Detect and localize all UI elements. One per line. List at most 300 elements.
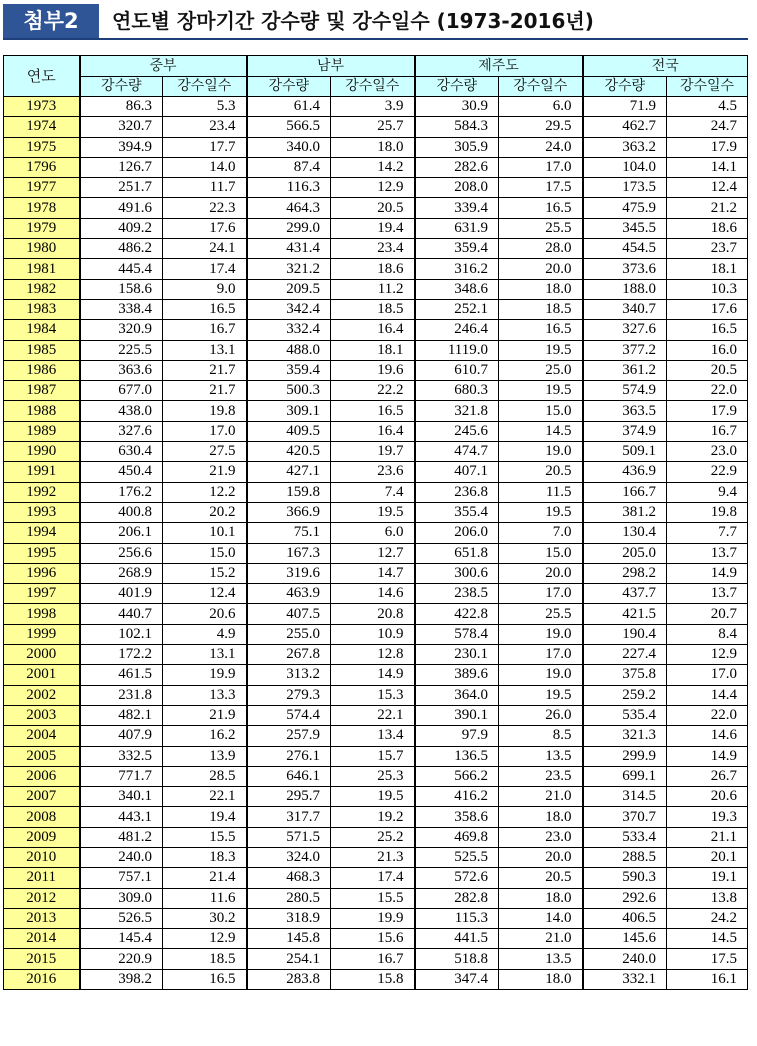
rainfall-cell: 206.0	[415, 523, 499, 543]
rainfall-cell: 136.5	[415, 746, 499, 766]
year-cell: 2016	[4, 969, 80, 989]
rain-days-cell: 13.8	[667, 888, 748, 908]
rain-days-cell: 14.6	[331, 584, 415, 604]
rainfall-cell: 630.4	[80, 442, 163, 462]
rain-days-cell: 18.5	[499, 299, 583, 319]
rain-days-cell: 14.4	[667, 685, 748, 705]
rain-days-cell: 16.5	[499, 320, 583, 340]
year-cell: 1977	[4, 178, 80, 198]
rainfall-cell: 390.1	[415, 705, 499, 725]
rainfall-cell: 677.0	[80, 381, 163, 401]
rain-days-cell: 22.3	[163, 198, 247, 218]
table-row	[4, 157, 748, 177]
rain-days-cell: 12.4	[667, 178, 748, 198]
rainfall-cell: 314.5	[583, 787, 667, 807]
rain-days-cell: 21.9	[163, 705, 247, 725]
rain-days-cell: 17.0	[499, 157, 583, 177]
rain-days-cell: 19.5	[331, 502, 415, 522]
rainfall-cell: 364.0	[415, 685, 499, 705]
table-row	[4, 949, 748, 969]
rainfall-cell: 313.2	[247, 665, 331, 685]
rain-days-cell: 19.5	[499, 340, 583, 360]
rain-days-cell: 28.0	[499, 239, 583, 259]
year-cell: 1992	[4, 482, 80, 502]
rain-days-cell: 9.0	[163, 279, 247, 299]
rain-days-cell: 17.0	[163, 421, 247, 441]
rainfall-cell: 254.1	[247, 949, 331, 969]
table-row	[4, 340, 748, 360]
year-cell: 1796	[4, 157, 80, 177]
rainfall-cell: 252.1	[415, 299, 499, 319]
year-cell: 1983	[4, 299, 80, 319]
rain-days-cell: 19.8	[667, 502, 748, 522]
rainfall-cell: 445.4	[80, 259, 163, 279]
rainfall-cell: 631.9	[415, 218, 499, 238]
rain-days-cell: 18.5	[163, 949, 247, 969]
rain-days-cell: 26.0	[499, 705, 583, 725]
rainfall-cell: 474.7	[415, 442, 499, 462]
rain-days-cell: 14.5	[667, 929, 748, 949]
col-header-rainfall: 강수량	[583, 77, 667, 97]
rain-days-cell: 17.5	[499, 178, 583, 198]
rainfall-cell: 441.5	[415, 929, 499, 949]
rainfall-cell: 475.9	[583, 198, 667, 218]
rainfall-cell: 359.4	[415, 239, 499, 259]
rainfall-cell: 377.2	[583, 340, 667, 360]
year-cell: 1979	[4, 218, 80, 238]
rain-days-cell: 19.0	[499, 624, 583, 644]
rain-days-cell: 20.0	[499, 847, 583, 867]
rain-days-cell: 22.0	[667, 381, 748, 401]
rain-days-cell: 15.3	[331, 685, 415, 705]
rain-days-cell: 23.0	[667, 442, 748, 462]
rainfall-cell: 438.0	[80, 401, 163, 421]
page-title: 연도별 장마기간 강수량 및 강수일수 (1973-2016년)	[112, 9, 594, 33]
rainfall-cell: 145.8	[247, 929, 331, 949]
rain-days-cell: 20.5	[667, 360, 748, 380]
rain-days-cell: 20.5	[331, 198, 415, 218]
table-row	[4, 360, 748, 380]
rainfall-cell: 176.2	[80, 482, 163, 502]
rainfall-cell: 345.5	[583, 218, 667, 238]
rainfall-cell: 535.4	[583, 705, 667, 725]
year-cell: 2001	[4, 665, 80, 685]
rainfall-cell: 319.6	[247, 563, 331, 583]
rain-days-cell: 19.5	[331, 787, 415, 807]
rainfall-cell: 316.2	[415, 259, 499, 279]
rain-days-cell: 19.9	[331, 908, 415, 928]
year-cell: 2003	[4, 705, 80, 725]
table-row	[4, 381, 748, 401]
rain-days-cell: 14.5	[499, 421, 583, 441]
region-header-jeju: 제주도	[415, 56, 583, 77]
rainfall-cell: 220.9	[80, 949, 163, 969]
rain-days-cell: 15.2	[163, 563, 247, 583]
rain-days-cell: 20.0	[499, 563, 583, 583]
rainfall-cell: 461.5	[80, 665, 163, 685]
rainfall-cell: 238.5	[415, 584, 499, 604]
rainfall-cell: 205.0	[583, 543, 667, 563]
year-cell: 2011	[4, 868, 80, 888]
col-header-rain-days: 강수일수	[163, 77, 247, 97]
rainfall-cell: 699.1	[583, 766, 667, 786]
rain-days-cell: 23.7	[667, 239, 748, 259]
year-header: 연도	[4, 56, 80, 97]
rainfall-cell: 340.0	[247, 137, 331, 157]
rain-days-cell: 7.0	[499, 523, 583, 543]
rainfall-cell: 206.1	[80, 523, 163, 543]
rainfall-cell: 398.2	[80, 969, 163, 989]
rainfall-cell: 518.8	[415, 949, 499, 969]
rain-days-cell: 10.9	[331, 624, 415, 644]
rain-days-cell: 22.9	[667, 462, 748, 482]
rain-days-cell: 17.6	[163, 218, 247, 238]
rainfall-cell: 578.4	[415, 624, 499, 644]
rainfall-cell: 348.6	[415, 279, 499, 299]
rainfall-cell: 525.5	[415, 847, 499, 867]
rain-days-cell: 18.6	[667, 218, 748, 238]
rainfall-cell: 407.1	[415, 462, 499, 482]
rainfall-cell: 102.1	[80, 624, 163, 644]
year-cell: 1999	[4, 624, 80, 644]
rain-days-cell: 4.9	[163, 624, 247, 644]
rainfall-cell: 71.9	[583, 97, 667, 117]
rainfall-cell: 363.6	[80, 360, 163, 380]
table-row	[4, 787, 748, 807]
rain-days-cell: 27.5	[163, 442, 247, 462]
rainfall-cell: 421.5	[583, 604, 667, 624]
rain-days-cell: 15.8	[331, 969, 415, 989]
year-cell: 2015	[4, 949, 80, 969]
year-cell: 2008	[4, 807, 80, 827]
rain-days-cell: 6.0	[331, 523, 415, 543]
col-header-rain-days: 강수일수	[331, 77, 415, 97]
rain-days-cell: 14.9	[331, 665, 415, 685]
rain-days-cell: 14.7	[331, 563, 415, 583]
rain-days-cell: 12.9	[163, 929, 247, 949]
rainfall-cell: 574.4	[247, 705, 331, 725]
rainfall-cell: 256.6	[80, 543, 163, 563]
rain-days-cell: 17.4	[163, 259, 247, 279]
rainfall-cell: 443.1	[80, 807, 163, 827]
rainfall-cell: 771.7	[80, 766, 163, 786]
rainfall-cell: 374.9	[583, 421, 667, 441]
rainfall-cell: 533.4	[583, 827, 667, 847]
rainfall-cell: 321.8	[415, 401, 499, 421]
rain-days-cell: 19.0	[499, 442, 583, 462]
table-row	[4, 827, 748, 847]
year-cell: 1984	[4, 320, 80, 340]
rain-days-cell: 25.3	[331, 766, 415, 786]
rain-days-cell: 14.2	[331, 157, 415, 177]
rainfall-cell: 584.3	[415, 117, 499, 137]
col-header-rain-days: 강수일수	[667, 77, 748, 97]
rainfall-cell: 373.6	[583, 259, 667, 279]
rain-days-cell: 9.4	[667, 482, 748, 502]
col-header-rain-days: 강수일수	[499, 77, 583, 97]
rain-days-cell: 17.6	[667, 299, 748, 319]
rain-days-cell: 17.9	[667, 401, 748, 421]
rainfall-cell: 283.8	[247, 969, 331, 989]
rain-days-cell: 8.5	[499, 726, 583, 746]
rain-days-cell: 17.0	[499, 584, 583, 604]
rain-days-cell: 25.7	[331, 117, 415, 137]
rain-days-cell: 20.0	[499, 259, 583, 279]
rainfall-cell: 251.7	[80, 178, 163, 198]
rain-days-cell: 16.7	[331, 949, 415, 969]
rain-days-cell: 23.0	[499, 827, 583, 847]
rain-days-cell: 23.6	[331, 462, 415, 482]
rainfall-cell: 370.7	[583, 807, 667, 827]
rainfall-cell: 116.3	[247, 178, 331, 198]
rainfall-cell: 282.6	[415, 157, 499, 177]
rain-days-cell: 24.7	[667, 117, 748, 137]
rain-days-cell: 20.6	[667, 787, 748, 807]
rain-days-cell: 18.0	[499, 807, 583, 827]
rain-days-cell: 4.5	[667, 97, 748, 117]
rainfall-cell: 292.6	[583, 888, 667, 908]
rainfall-cell: 268.9	[80, 563, 163, 583]
rainfall-cell: 440.7	[80, 604, 163, 624]
rain-days-cell: 16.5	[331, 401, 415, 421]
table-row	[4, 97, 748, 117]
rain-days-cell: 18.6	[331, 259, 415, 279]
rain-days-cell: 15.7	[331, 746, 415, 766]
rainfall-cell: 321.2	[247, 259, 331, 279]
year-cell: 1997	[4, 584, 80, 604]
rain-days-cell: 20.8	[331, 604, 415, 624]
rain-days-cell: 13.3	[163, 685, 247, 705]
rain-days-cell: 21.2	[667, 198, 748, 218]
rainfall-cell: 230.1	[415, 645, 499, 665]
rainfall-cell: 355.4	[415, 502, 499, 522]
rain-days-cell: 19.7	[331, 442, 415, 462]
rain-days-cell: 21.7	[163, 381, 247, 401]
table-row	[4, 888, 748, 908]
rainfall-cell: 400.8	[80, 502, 163, 522]
year-cell: 1993	[4, 502, 80, 522]
rain-days-cell: 24.2	[667, 908, 748, 928]
rain-days-cell: 11.5	[499, 482, 583, 502]
rainfall-cell: 190.4	[583, 624, 667, 644]
rainfall-cell: 158.6	[80, 279, 163, 299]
rainfall-cell: 454.5	[583, 239, 667, 259]
rain-days-cell: 16.2	[163, 726, 247, 746]
rainfall-cell: 318.9	[247, 908, 331, 928]
rainfall-cell: 245.6	[415, 421, 499, 441]
table-row	[4, 604, 748, 624]
rain-days-cell: 5.3	[163, 97, 247, 117]
rainfall-cell: 481.2	[80, 827, 163, 847]
rainfall-cell: 464.3	[247, 198, 331, 218]
rain-days-cell: 21.3	[331, 847, 415, 867]
rain-days-cell: 16.7	[667, 421, 748, 441]
rainfall-cell: 463.9	[247, 584, 331, 604]
rainfall-cell: 407.5	[247, 604, 331, 624]
rainfall-cell: 363.5	[583, 401, 667, 421]
rainfall-cell: 491.6	[80, 198, 163, 218]
rainfall-cell: 282.8	[415, 888, 499, 908]
year-cell: 1996	[4, 563, 80, 583]
rainfall-cell: 468.3	[247, 868, 331, 888]
rainfall-cell: 566.5	[247, 117, 331, 137]
rainfall-cell: 651.8	[415, 543, 499, 563]
rain-days-cell: 6.0	[499, 97, 583, 117]
rainfall-cell: 422.8	[415, 604, 499, 624]
rain-days-cell: 20.6	[163, 604, 247, 624]
rainfall-cell: 279.3	[247, 685, 331, 705]
rain-days-cell: 16.4	[331, 320, 415, 340]
year-cell: 1989	[4, 421, 80, 441]
rainfall-cell: 320.9	[80, 320, 163, 340]
rainfall-cell: 130.4	[583, 523, 667, 543]
rainfall-cell: 61.4	[247, 97, 331, 117]
rainfall-cell: 145.6	[583, 929, 667, 949]
rain-days-cell: 18.3	[163, 847, 247, 867]
rainfall-cell: 1119.0	[415, 340, 499, 360]
rainfall-cell: 295.7	[247, 787, 331, 807]
rainfall-table	[3, 55, 748, 990]
rainfall-cell: 381.2	[583, 502, 667, 522]
table-row	[4, 442, 748, 462]
rain-days-cell: 20.7	[667, 604, 748, 624]
rainfall-cell: 342.4	[247, 299, 331, 319]
rainfall-cell: 257.9	[247, 726, 331, 746]
rainfall-cell: 208.0	[415, 178, 499, 198]
rainfall-cell: 572.6	[415, 868, 499, 888]
table-row	[4, 969, 748, 989]
region-header-central: 중부	[80, 56, 247, 77]
table-row	[4, 502, 748, 522]
rainfall-cell: 406.5	[583, 908, 667, 928]
table-row	[4, 563, 748, 583]
rain-days-cell: 19.4	[163, 807, 247, 827]
rainfall-cell: 340.7	[583, 299, 667, 319]
rain-days-cell: 19.8	[163, 401, 247, 421]
rain-days-cell: 24.0	[499, 137, 583, 157]
year-cell: 2006	[4, 766, 80, 786]
rain-days-cell: 14.6	[667, 726, 748, 746]
rainfall-cell: 482.1	[80, 705, 163, 725]
rain-days-cell: 18.0	[499, 969, 583, 989]
rain-days-cell: 3.9	[331, 97, 415, 117]
rain-days-cell: 19.9	[163, 665, 247, 685]
table-row	[4, 482, 748, 502]
year-cell: 1986	[4, 360, 80, 380]
attachment-tag: 첨부2	[3, 4, 99, 38]
rain-days-cell: 14.9	[667, 746, 748, 766]
rainfall-cell: 300.6	[415, 563, 499, 583]
rainfall-cell: 401.9	[80, 584, 163, 604]
rain-days-cell: 19.5	[499, 502, 583, 522]
rain-days-cell: 21.0	[499, 787, 583, 807]
rain-days-cell: 16.7	[163, 320, 247, 340]
page-header	[0, 4, 752, 38]
rain-days-cell: 11.7	[163, 178, 247, 198]
rain-days-cell: 19.2	[331, 807, 415, 827]
year-cell: 1973	[4, 97, 80, 117]
rain-days-cell: 15.0	[499, 401, 583, 421]
rainfall-cell: 486.2	[80, 239, 163, 259]
rainfall-cell: 590.3	[583, 868, 667, 888]
rain-days-cell: 12.4	[163, 584, 247, 604]
rain-days-cell: 13.9	[163, 746, 247, 766]
rain-days-cell: 16.4	[331, 421, 415, 441]
rain-days-cell: 22.2	[331, 381, 415, 401]
rainfall-cell: 509.1	[583, 442, 667, 462]
rain-days-cell: 10.1	[163, 523, 247, 543]
year-cell: 1974	[4, 117, 80, 137]
table-row	[4, 279, 748, 299]
rain-days-cell: 20.5	[499, 868, 583, 888]
rain-days-cell: 17.0	[667, 665, 748, 685]
rainfall-cell: 86.3	[80, 97, 163, 117]
rain-days-cell: 18.0	[499, 888, 583, 908]
rainfall-cell: 436.9	[583, 462, 667, 482]
rainfall-cell: 299.9	[583, 746, 667, 766]
rain-days-cell: 15.0	[163, 543, 247, 563]
rainfall-cell: 240.0	[80, 847, 163, 867]
rainfall-cell: 340.1	[80, 787, 163, 807]
rainfall-cell: 358.6	[415, 807, 499, 827]
table-row	[4, 705, 748, 725]
rain-days-cell: 17.4	[331, 868, 415, 888]
rain-days-cell: 22.1	[331, 705, 415, 725]
rainfall-cell: 97.9	[415, 726, 499, 746]
rain-days-cell: 20.5	[499, 462, 583, 482]
rainfall-cell: 332.1	[583, 969, 667, 989]
rainfall-cell: 267.8	[247, 645, 331, 665]
year-cell: 1990	[4, 442, 80, 462]
year-cell: 2010	[4, 847, 80, 867]
rain-days-cell: 13.4	[331, 726, 415, 746]
rain-days-cell: 17.5	[667, 949, 748, 969]
rainfall-cell: 236.8	[415, 482, 499, 502]
rain-days-cell: 12.9	[331, 178, 415, 198]
rain-days-cell: 19.6	[331, 360, 415, 380]
rainfall-cell: 225.5	[80, 340, 163, 360]
rainfall-cell: 646.1	[247, 766, 331, 786]
rain-days-cell: 18.0	[331, 137, 415, 157]
rainfall-cell: 409.5	[247, 421, 331, 441]
year-cell: 1975	[4, 137, 80, 157]
rain-days-cell: 15.6	[331, 929, 415, 949]
rainfall-cell: 320.7	[80, 117, 163, 137]
col-header-rainfall: 강수량	[415, 77, 499, 97]
rainfall-cell: 566.2	[415, 766, 499, 786]
rainfall-cell: 167.3	[247, 543, 331, 563]
rain-days-cell: 19.1	[667, 868, 748, 888]
rain-days-cell: 29.5	[499, 117, 583, 137]
rainfall-cell: 188.0	[583, 279, 667, 299]
year-cell: 2007	[4, 787, 80, 807]
rainfall-cell: 115.3	[415, 908, 499, 928]
rain-days-cell: 7.7	[667, 523, 748, 543]
rainfall-cell: 298.2	[583, 563, 667, 583]
table-row	[4, 299, 748, 319]
rain-days-cell: 15.0	[499, 543, 583, 563]
rainfall-cell: 173.5	[583, 178, 667, 198]
rain-days-cell: 21.9	[163, 462, 247, 482]
rain-days-cell: 13.1	[163, 340, 247, 360]
year-cell: 2012	[4, 888, 80, 908]
rainfall-cell: 394.9	[80, 137, 163, 157]
rainfall-cell: 240.0	[583, 949, 667, 969]
rainfall-cell: 462.7	[583, 117, 667, 137]
rainfall-cell: 427.1	[247, 462, 331, 482]
rain-days-cell: 18.1	[667, 259, 748, 279]
rainfall-cell: 488.0	[247, 340, 331, 360]
